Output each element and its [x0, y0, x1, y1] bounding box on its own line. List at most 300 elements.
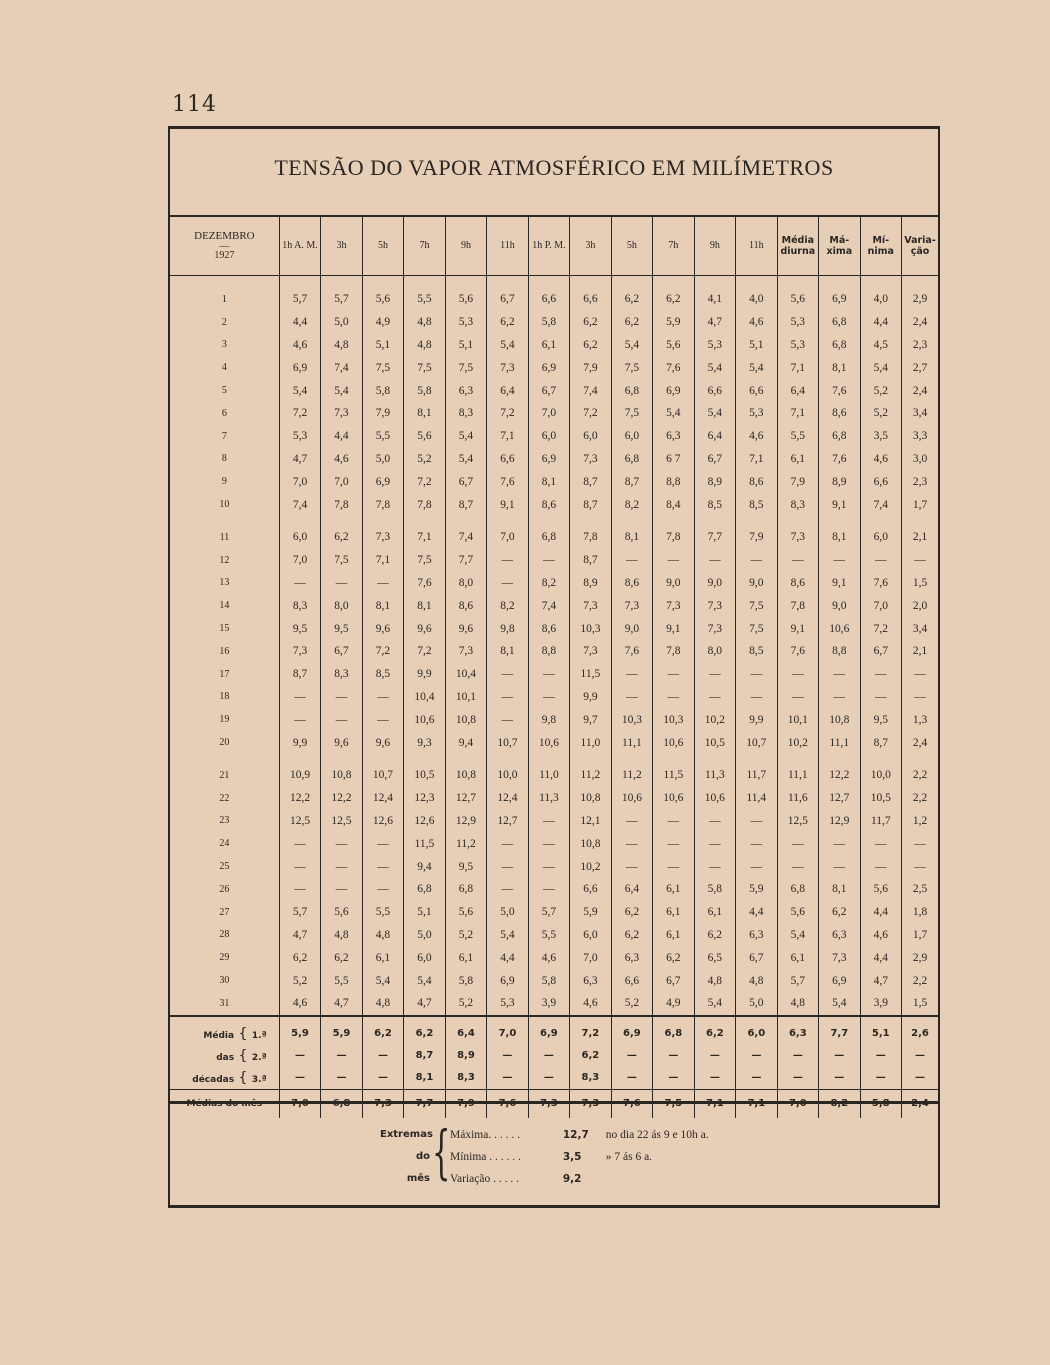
value-cell: 2,0	[902, 594, 938, 617]
value-cell: 7,4	[528, 594, 569, 617]
value-cell: —	[819, 663, 860, 686]
value-cell: 7,3	[570, 640, 611, 663]
value-cell: 12,1	[570, 810, 611, 833]
day-cell: 8	[221, 453, 227, 465]
value-cell: 6,8	[528, 526, 569, 549]
value-cell: 10,0	[487, 764, 528, 787]
value-cell: 6,1	[653, 924, 694, 947]
value-cell: —	[487, 549, 528, 572]
value-cell: 7,1	[404, 526, 445, 549]
value-cell: 7,4	[279, 493, 320, 516]
decade-group-label: das	[216, 1052, 235, 1063]
value-cell: 9,5	[860, 708, 901, 731]
value-cell: 8,3	[279, 594, 320, 617]
value-cell: 6,8	[611, 379, 652, 402]
value-cell: —	[487, 686, 528, 709]
value-cell: 5,3	[694, 334, 735, 357]
value-cell: 8,4	[653, 493, 694, 516]
value-cell: 7,5	[321, 549, 362, 572]
value-cell: 7,6	[819, 448, 860, 471]
value-cell: 4,4	[487, 946, 528, 969]
value-cell: 12,2	[819, 764, 860, 787]
value-cell: 11,4	[736, 787, 777, 810]
value-cell: 7,3	[611, 594, 652, 617]
value-cell: 5,4	[819, 992, 860, 1016]
value-cell: 9,6	[362, 731, 403, 754]
value-cell: 5,9	[736, 878, 777, 901]
value-cell: 11,7	[736, 764, 777, 787]
variacao-value: 9,2	[562, 1173, 582, 1185]
value-cell: 10,6	[611, 787, 652, 810]
value-cell: 5,4	[404, 969, 445, 992]
value-cell: 5,3	[777, 334, 818, 357]
value-cell: 9,4	[404, 855, 445, 878]
minima-header: Mí- nima	[860, 217, 901, 276]
decade-value-cell: —	[528, 1045, 569, 1067]
decade-value-cell: 6,2	[404, 1023, 445, 1045]
value-cell: 9,3	[404, 731, 445, 754]
value-cell: 5,4	[860, 356, 901, 379]
value-cell: 9,6	[362, 617, 403, 640]
variacao-header: Varia- ção	[902, 217, 938, 276]
day-cell: 13	[219, 577, 230, 589]
value-cell: 7,3	[362, 526, 403, 549]
value-cell: 6,9	[279, 356, 320, 379]
value-cell: 10,3	[611, 708, 652, 731]
value-cell: —	[611, 663, 652, 686]
value-cell: 4,7	[279, 448, 320, 471]
table-row	[170, 425, 938, 448]
value-cell: 6,5	[694, 946, 735, 969]
value-cell: 7,0	[528, 402, 569, 425]
value-cell: 5,1	[736, 334, 777, 357]
day-cell: 21	[219, 769, 230, 781]
day-cell: 28	[219, 929, 230, 941]
day-cell: 30	[219, 975, 230, 986]
decade-value-cell: —	[653, 1045, 694, 1067]
value-cell: 8,7	[279, 663, 320, 686]
value-cell: 5,5	[404, 288, 445, 311]
value-cell: 6,3	[736, 924, 777, 947]
value-cell: 5,4	[321, 379, 362, 402]
value-cell: 6,7	[321, 640, 362, 663]
decade-value-cell: 2,6	[902, 1023, 938, 1045]
value-cell: 5,1	[445, 334, 486, 357]
value-cell: 9,1	[819, 493, 860, 516]
decade-value-cell: —	[321, 1067, 362, 1090]
value-cell: 6,2	[321, 526, 362, 549]
decade-value-cell: —	[694, 1045, 735, 1067]
table-title: TENSÃO DO VAPOR ATMOSFÉRICO EM MILÍMETROS	[274, 155, 834, 180]
day-cell: 9	[221, 476, 227, 488]
day-cell: 14	[219, 600, 230, 612]
value-cell: 5,4	[611, 334, 652, 357]
value-cell: 11,1	[777, 764, 818, 787]
value-cell: 5,2	[279, 969, 320, 992]
value-cell: 7,3	[487, 356, 528, 379]
value-cell: 5,5	[321, 969, 362, 992]
decade-value-cell: —	[611, 1045, 652, 1067]
value-cell: 9,5	[445, 855, 486, 878]
value-cell: 6,9	[528, 356, 569, 379]
value-cell: 8,9	[819, 470, 860, 493]
table-row	[170, 832, 938, 855]
brace-icon: {	[234, 1047, 252, 1064]
value-cell: —	[611, 810, 652, 833]
value-cell: 4,6	[321, 448, 362, 471]
value-cell: 4,8	[321, 924, 362, 947]
value-cell: —	[528, 832, 569, 855]
value-cell: 7,6	[819, 379, 860, 402]
value-cell: 9,9	[279, 731, 320, 754]
decade-value-cell: —	[528, 1067, 569, 1090]
value-cell: 10,6	[653, 787, 694, 810]
value-cell: 5,4	[653, 402, 694, 425]
table-row	[170, 470, 938, 493]
value-cell: 6,9	[653, 379, 694, 402]
value-cell: —	[487, 878, 528, 901]
table-row	[170, 686, 938, 709]
decade-group-label: Média	[203, 1030, 235, 1041]
value-cell: —	[653, 832, 694, 855]
value-cell: 5,6	[362, 288, 403, 311]
value-cell: 6,7	[694, 448, 735, 471]
value-cell: 6,2	[321, 946, 362, 969]
value-cell: 8,0	[445, 572, 486, 595]
value-cell: 5,7	[528, 901, 569, 924]
value-cell: 11,1	[819, 731, 860, 754]
decade-ordinal: 2.ª	[251, 1052, 267, 1063]
value-cell: —	[694, 663, 735, 686]
value-cell: 10,9	[279, 764, 320, 787]
value-cell: 4,5	[860, 334, 901, 357]
table-row	[170, 640, 938, 663]
value-cell: 9,8	[487, 617, 528, 640]
value-cell: —	[653, 810, 694, 833]
value-cell: 8,5	[736, 493, 777, 516]
value-cell: 5,3	[736, 402, 777, 425]
value-cell: 6,4	[487, 379, 528, 402]
value-cell: 10,4	[445, 663, 486, 686]
value-cell: 2,2	[902, 969, 938, 992]
value-cell: 6,6	[528, 288, 569, 311]
value-cell: 6 7	[653, 448, 694, 471]
table-row	[170, 992, 938, 1016]
value-cell: —	[528, 878, 569, 901]
value-cell: 8,1	[404, 402, 445, 425]
value-cell: 5,4	[279, 379, 320, 402]
value-cell: 4,6	[736, 311, 777, 334]
value-cell: 5,4	[445, 448, 486, 471]
extremes-label: Extremas	[380, 1129, 433, 1140]
value-cell: 4,6	[860, 448, 901, 471]
brace-icon: {	[432, 1118, 451, 1186]
value-cell: 1,7	[902, 493, 938, 516]
value-cell: 5,9	[570, 901, 611, 924]
value-cell: 9,9	[570, 686, 611, 709]
decade-value-cell: —	[362, 1067, 403, 1090]
extremes-values	[450, 1124, 709, 1190]
value-cell: 12,2	[321, 787, 362, 810]
value-cell: 7,6	[404, 572, 445, 595]
maxima-note: no dia 22 ás 9 e 10h a.	[605, 1129, 709, 1141]
value-cell: 8,1	[819, 526, 860, 549]
value-cell: 5,8	[528, 311, 569, 334]
value-cell: 5,0	[362, 448, 403, 471]
value-cell: 10,3	[653, 708, 694, 731]
value-cell: 2,9	[902, 288, 938, 311]
value-cell: 6,2	[611, 924, 652, 947]
value-cell: 7,3	[653, 594, 694, 617]
value-cell: 5,6	[860, 878, 901, 901]
decade-value-cell: —	[487, 1067, 528, 1090]
day-cell: 25	[219, 861, 230, 873]
value-cell: 8,1	[528, 470, 569, 493]
value-cell: 5,0	[487, 901, 528, 924]
value-cell: 2,7	[902, 356, 938, 379]
value-cell: 6,1	[777, 946, 818, 969]
vapor-pressure-table	[170, 217, 938, 1118]
value-cell: —	[487, 855, 528, 878]
value-cell: 5,6	[321, 901, 362, 924]
value-cell: 8,6	[736, 470, 777, 493]
value-cell: 6,3	[611, 946, 652, 969]
value-cell: 3,5	[860, 425, 901, 448]
value-cell: 6,6	[570, 288, 611, 311]
value-cell: 4,7	[321, 992, 362, 1016]
value-cell: —	[362, 855, 403, 878]
day-cell: 29	[219, 952, 230, 964]
separator-row	[170, 1016, 938, 1023]
value-cell: 5,7	[321, 288, 362, 311]
value-cell: 2,3	[902, 470, 938, 493]
value-cell: 10,2	[570, 855, 611, 878]
value-cell: 7,0	[321, 470, 362, 493]
value-cell: 7,2	[362, 640, 403, 663]
table-row	[170, 594, 938, 617]
value-cell: 7,7	[445, 549, 486, 572]
value-cell: 5,6	[445, 288, 486, 311]
value-cell: 6,0	[570, 425, 611, 448]
value-cell: 4,8	[736, 969, 777, 992]
decade-value-cell: —	[321, 1045, 362, 1067]
value-cell: 6,7	[445, 470, 486, 493]
value-cell: 10,5	[860, 787, 901, 810]
value-cell: 10,7	[736, 731, 777, 754]
value-cell: 4,1	[694, 288, 735, 311]
value-cell: —	[321, 855, 362, 878]
value-cell: 8,0	[694, 640, 735, 663]
day-cell: 6	[221, 407, 227, 419]
media-diurna-header: Média diurna	[777, 217, 818, 276]
value-cell: 4,8	[404, 311, 445, 334]
hour-header: 3h	[321, 217, 362, 276]
value-cell: 10,8	[321, 764, 362, 787]
value-cell: 10,6	[653, 731, 694, 754]
value-cell: 8,2	[487, 594, 528, 617]
value-cell: 7,0	[860, 594, 901, 617]
value-cell: 5,4	[487, 334, 528, 357]
minima-note: » 7 ás 6 a.	[605, 1151, 653, 1163]
decade-value-cell: 8,9	[445, 1045, 486, 1067]
value-cell: 8,7	[570, 549, 611, 572]
value-cell: 8,3	[445, 402, 486, 425]
value-cell: 10,0	[860, 764, 901, 787]
bottom-rule	[170, 1101, 938, 1104]
value-cell: 8,8	[819, 640, 860, 663]
value-cell: 9,1	[653, 617, 694, 640]
value-cell: 5,8	[362, 379, 403, 402]
table-row	[170, 617, 938, 640]
value-cell: 6,2	[653, 288, 694, 311]
value-cell: 6,4	[777, 379, 818, 402]
value-cell: —	[611, 832, 652, 855]
value-cell: —	[860, 686, 901, 709]
day-cell: 15	[219, 623, 230, 635]
decade-value-cell: 5,9	[321, 1023, 362, 1045]
value-cell: 2,1	[902, 640, 938, 663]
value-cell: 7,5	[736, 594, 777, 617]
value-cell: 6,2	[611, 901, 652, 924]
value-cell: 6,8	[445, 878, 486, 901]
value-cell: 7,8	[777, 594, 818, 617]
value-cell: 10,1	[445, 686, 486, 709]
value-cell: 9,9	[736, 708, 777, 731]
value-cell: 8,7	[860, 731, 901, 754]
value-cell: 4,8	[321, 334, 362, 357]
value-cell: 7,3	[570, 448, 611, 471]
value-cell: 11,6	[777, 787, 818, 810]
hour-header: 9h	[445, 217, 486, 276]
value-cell: 5,6	[445, 901, 486, 924]
decade-value-cell: 6,9	[611, 1023, 652, 1045]
table-row	[170, 526, 938, 549]
value-cell: 7,9	[362, 402, 403, 425]
value-cell: —	[902, 686, 938, 709]
value-cell: 7,3	[321, 402, 362, 425]
decade-ordinal: 1.ª	[251, 1030, 267, 1041]
month-mean-cell: 6,8	[321, 1089, 362, 1118]
decade-row	[170, 1045, 938, 1067]
value-cell: 6,1	[653, 878, 694, 901]
value-cell: 8,1	[404, 594, 445, 617]
value-cell: 7,5	[611, 356, 652, 379]
value-cell: 3,4	[902, 617, 938, 640]
decade-value-cell: 7,0	[487, 1023, 528, 1045]
value-cell: —	[819, 686, 860, 709]
value-cell: —	[362, 686, 403, 709]
value-cell: —	[653, 663, 694, 686]
value-cell: 11,5	[404, 832, 445, 855]
value-cell: 5,2	[404, 448, 445, 471]
value-cell: 10,6	[404, 708, 445, 731]
value-cell: 6,6	[736, 379, 777, 402]
value-cell: 4,4	[860, 311, 901, 334]
extremes-label: mês	[406, 1173, 430, 1184]
decade-label-cell	[170, 1023, 279, 1045]
value-cell: 11,0	[528, 764, 569, 787]
hour-header: 5h	[362, 217, 403, 276]
day-cell: 17	[219, 668, 230, 680]
value-cell: 9,6	[404, 617, 445, 640]
value-cell: 5,5	[777, 425, 818, 448]
value-cell: 9,0	[611, 617, 652, 640]
value-cell: 6,2	[279, 946, 320, 969]
value-cell: —	[279, 832, 320, 855]
value-cell: 7,4	[860, 493, 901, 516]
value-cell: 8,6	[777, 572, 818, 595]
value-cell: 10,8	[570, 832, 611, 855]
value-cell: —	[694, 832, 735, 855]
hour-header: 9h	[694, 217, 735, 276]
value-cell: —	[777, 855, 818, 878]
decade-value-cell: —	[902, 1045, 938, 1067]
day-cell: 31	[219, 997, 230, 1009]
value-cell: 4,7	[860, 969, 901, 992]
value-cell: 4,9	[362, 311, 403, 334]
value-cell: 9,6	[321, 731, 362, 754]
day-cell: 11	[219, 531, 230, 543]
day-cell: 16	[219, 645, 230, 657]
value-cell: 8,5	[362, 663, 403, 686]
value-cell: 7,9	[777, 470, 818, 493]
value-cell: 4,4	[860, 946, 901, 969]
maxima-header: Má- xima	[819, 217, 860, 276]
value-cell: 10,7	[487, 731, 528, 754]
value-cell: 8,5	[736, 640, 777, 663]
value-cell: 9,5	[321, 617, 362, 640]
value-cell: 7,2	[404, 470, 445, 493]
value-cell: 10,2	[777, 731, 818, 754]
value-cell: 4,9	[653, 992, 694, 1016]
table-row	[170, 764, 938, 787]
value-cell: 5,2	[445, 992, 486, 1016]
value-cell: 8,7	[611, 470, 652, 493]
value-cell: 4,8	[362, 992, 403, 1016]
value-cell: 6,2	[653, 946, 694, 969]
value-cell: 7,9	[736, 526, 777, 549]
value-cell: 7,5	[404, 356, 445, 379]
value-cell: 8,1	[611, 526, 652, 549]
value-cell: 6,0	[860, 526, 901, 549]
value-cell: —	[487, 708, 528, 731]
value-cell: —	[362, 572, 403, 595]
value-cell: 3,9	[528, 992, 569, 1016]
value-cell: —	[694, 549, 735, 572]
value-cell: 6,7	[487, 288, 528, 311]
value-cell: 6,9	[819, 288, 860, 311]
value-cell: 6,8	[777, 878, 818, 901]
decade-value-cell: 8,3	[445, 1067, 486, 1090]
value-cell: 10,2	[694, 708, 735, 731]
value-cell: 3,0	[902, 448, 938, 471]
value-cell: 12,6	[362, 810, 403, 833]
value-cell: 2,3	[902, 334, 938, 357]
value-cell: 7,0	[279, 549, 320, 572]
value-cell: 6,1	[694, 901, 735, 924]
decade-row	[170, 1067, 938, 1090]
value-cell: 5,8	[404, 379, 445, 402]
value-cell: —	[819, 855, 860, 878]
value-cell: 7,5	[736, 617, 777, 640]
day-cell: 20	[219, 737, 230, 749]
value-cell: 6,8	[819, 334, 860, 357]
month-mean-cell: 5,8	[860, 1089, 901, 1118]
value-cell: —	[528, 663, 569, 686]
value-cell: 4,6	[860, 924, 901, 947]
value-cell: 12,4	[487, 787, 528, 810]
table-body	[170, 276, 938, 1118]
